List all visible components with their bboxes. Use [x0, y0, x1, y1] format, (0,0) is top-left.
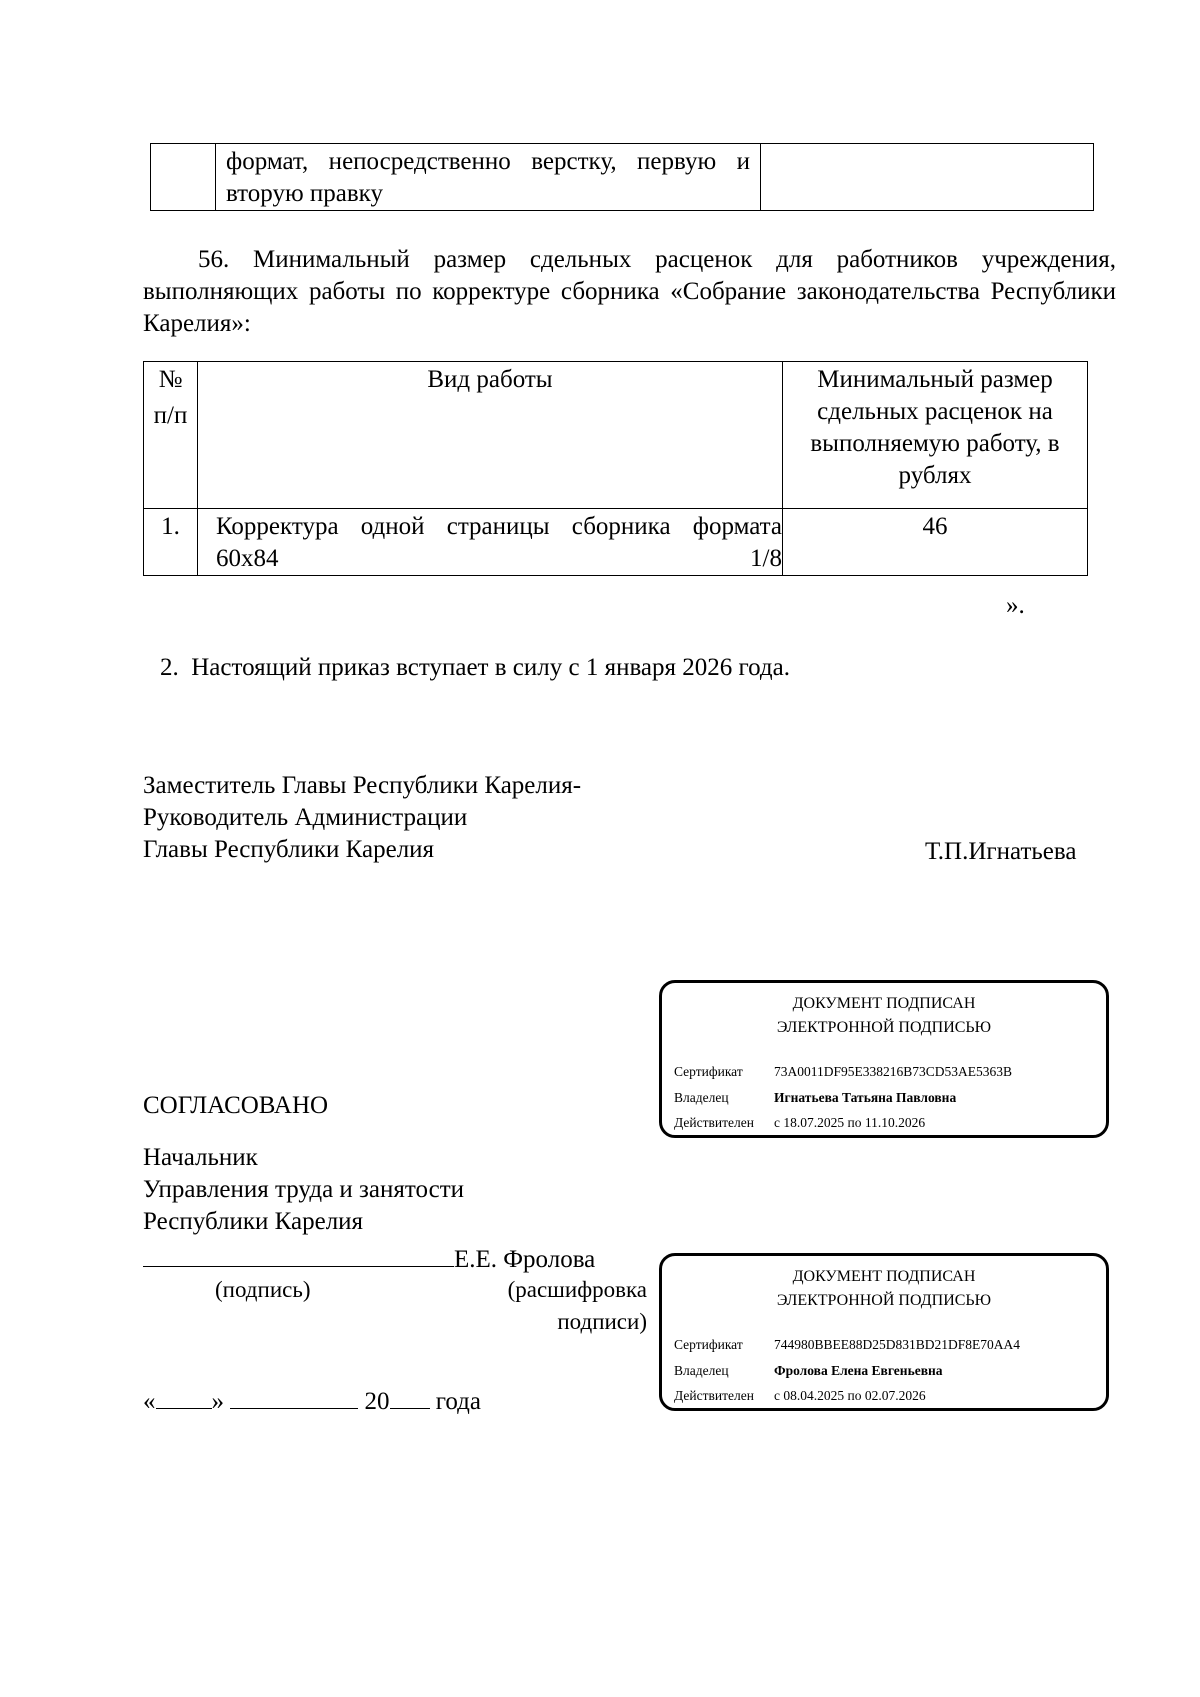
prev-table-value-cell	[761, 144, 1094, 211]
stamp-owner	[674, 1089, 956, 1107]
stamp-validity-value: с 18.07.2025 по 11.10.2026	[774, 1115, 926, 1130]
header-kind-cell: Вид работы	[198, 362, 783, 509]
stamp-validity-label: Действителен	[674, 1115, 754, 1130]
agreed-name: Е.Е. Фролова	[454, 1246, 596, 1273]
signatory-line-1: Заместитель Главы Республики Карелия-	[143, 772, 582, 799]
date-day-blank	[156, 1382, 212, 1409]
header-min-cell: Минимальный размер сдельных расценок на выполняемую работу, в рублях	[783, 362, 1088, 509]
signature-hint: (подпись)	[215, 1277, 311, 1302]
signatory-line-3: Главы Республики Карелия	[143, 836, 435, 863]
decode-hint-line-1: (расшифровка	[507, 1277, 647, 1302]
prev-table-text-cell: формат, непосредственно верстку, первую и вторую правку	[216, 144, 761, 211]
stamp-validity	[674, 1387, 926, 1405]
rates-table-header-row	[144, 362, 1088, 509]
item-2-text: Настоящий приказ вступает в силу с 1 января 2026 года.	[191, 654, 790, 681]
table-row	[144, 509, 1088, 576]
date-month-blank	[230, 1382, 358, 1409]
stamp-owner-value: Игнатьева Татьяна Павловна	[774, 1090, 957, 1105]
signature-decode-hint	[497, 1274, 647, 1338]
header-num-label: п/п	[153, 402, 188, 429]
stamp-title-line-2: ЭЛЕКТРОННОЙ ПОДПИСЬЮ	[776, 1292, 992, 1309]
agreed-line-2: Управления труда и занятости	[143, 1176, 465, 1203]
stamp-owner	[674, 1362, 943, 1380]
signature-underline	[143, 1240, 454, 1267]
decode-hint-line-2: подписи)	[557, 1309, 647, 1334]
row-value-cell: 46	[783, 509, 1088, 576]
item-2-paragraph	[160, 652, 790, 684]
stamp-validity	[674, 1114, 925, 1132]
agreed-title: СОГЛАСОВАНО	[143, 1092, 329, 1119]
stamp-title	[662, 992, 1106, 1040]
item-56-text: 56. Минимальный размер сдельных расценок для работников учреждения, выполняющих работы по корректуре сборника «Собрание законодательства Республики Карелия»:	[143, 246, 1116, 337]
stamp-certificate	[674, 1336, 1020, 1354]
stamp-owner-label: Владелец	[674, 1090, 729, 1105]
closing-quote: ».	[1006, 592, 1025, 619]
signatory-position	[143, 770, 581, 866]
item-2-number: 2.	[160, 654, 179, 681]
stamp-certificate-label: Сертификат	[674, 1337, 743, 1352]
signatory-line-2: Руководитель Администрации	[143, 804, 468, 831]
stamp-certificate-value: 73A0011DF95E338216B73CD53AE5363B	[774, 1064, 1013, 1079]
row-num-cell: 1.	[144, 509, 198, 576]
stamp-title-line-1: ДОКУМЕНТ ПОДПИСАН	[792, 995, 976, 1012]
stamp-certificate-value: 744980BBEE88D25D831BD21DF8E70AA4	[774, 1337, 1021, 1352]
header-num-symbol: №	[158, 366, 183, 393]
agreed-line-3: Республики Карелия	[143, 1208, 364, 1235]
item-56-paragraph	[143, 244, 1116, 340]
date-close-quote: »	[211, 1388, 224, 1415]
stamp-owner-value: Фролова Елена Евгеньевна	[774, 1363, 943, 1378]
stamp-title-line-1: ДОКУМЕНТ ПОДПИСАН	[792, 1268, 976, 1285]
date-line	[143, 1382, 481, 1418]
rates-table	[143, 361, 1088, 576]
agreed-position	[143, 1142, 464, 1238]
signature-line	[143, 1240, 595, 1276]
date-suffix: года	[435, 1388, 481, 1415]
row-kind-cell	[198, 509, 783, 576]
stamp-validity-label: Действителен	[674, 1388, 754, 1403]
date-year-prefix: 20	[364, 1388, 390, 1415]
date-open-quote: «	[143, 1388, 156, 1415]
previous-table-continuation	[150, 143, 1094, 211]
stamp-certificate-label: Сертификат	[674, 1064, 743, 1079]
stamp-certificate	[674, 1063, 1012, 1081]
stamp-title	[662, 1265, 1106, 1313]
stamp-owner-label: Владелец	[674, 1363, 729, 1378]
date-year-blank	[390, 1382, 430, 1409]
prev-table-num-cell	[151, 144, 216, 211]
e-signature-stamp	[659, 980, 1109, 1138]
row-kind-text: Корректура одной страницы сборника формата 60х84 1/8	[216, 513, 782, 572]
stamp-validity-value: с 08.04.2025 по 02.07.2026	[774, 1388, 926, 1403]
e-signature-stamp	[659, 1253, 1109, 1411]
agreed-line-1: Начальник	[143, 1144, 258, 1171]
signatory-name: Т.П.Игнатьева	[925, 838, 1077, 865]
header-num-cell	[144, 362, 198, 509]
stamp-title-line-2: ЭЛЕКТРОННОЙ ПОДПИСЬЮ	[776, 1019, 992, 1036]
